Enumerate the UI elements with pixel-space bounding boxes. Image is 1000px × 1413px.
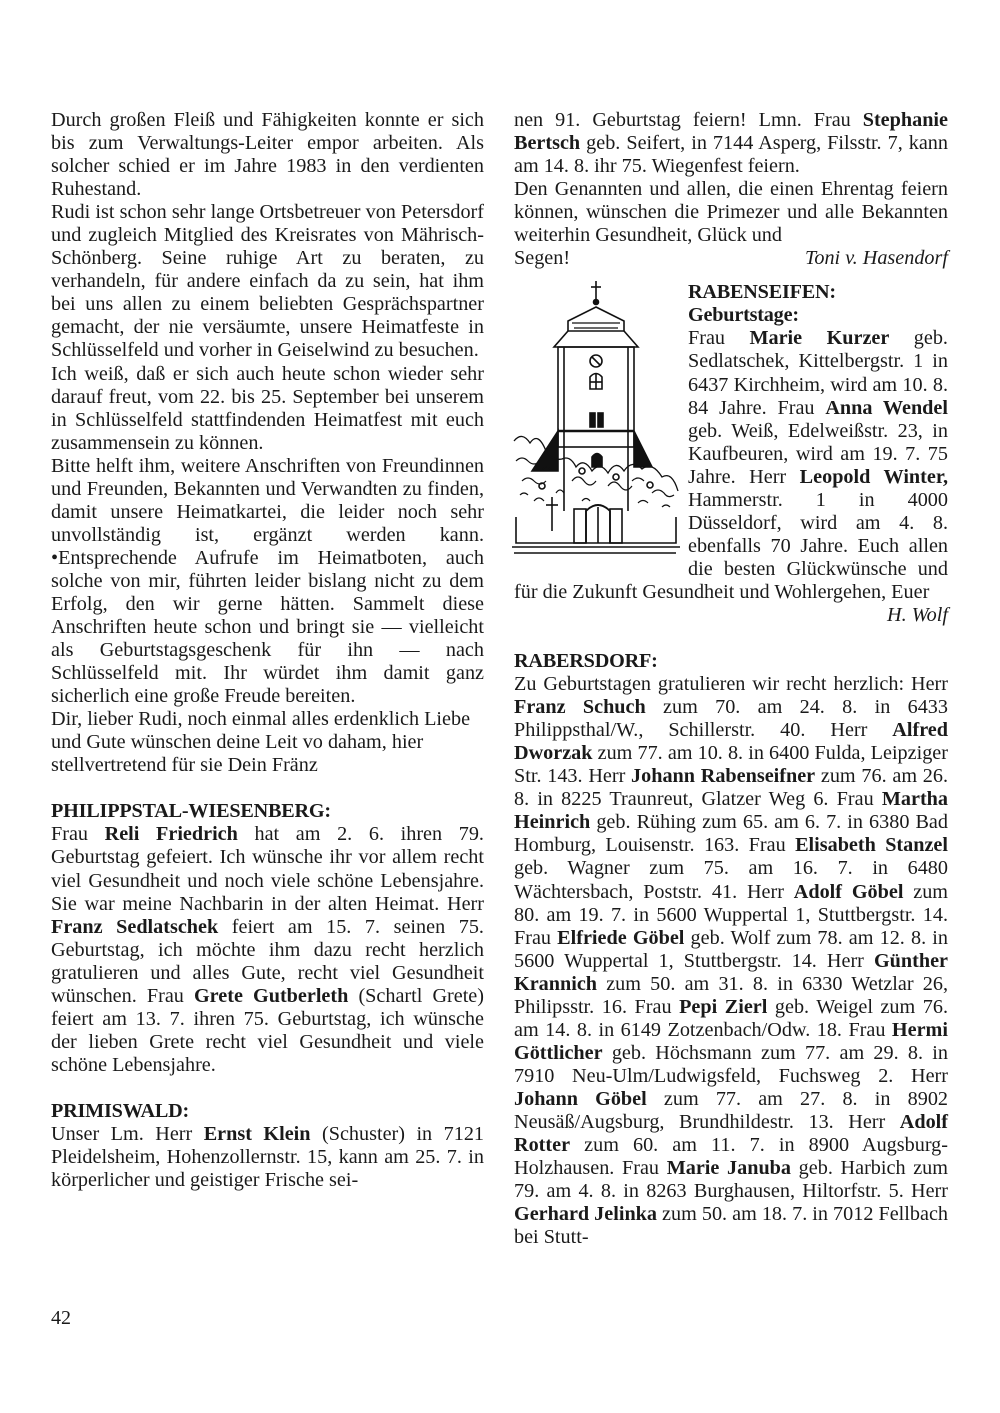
- paragraph: Frau Reli Friedrich hat am 2. 6. ihren 79. Geburtstag gefeiert. Ich wünsche ihr vor allem recht viel Gesundheit und noch viele schöne Lebensjahre. Sie war meine Nachbarin in der alten Heimat. Herr Franz Sedlatschek feiert am 15. 7. seinen 75. Geburtstag, ich möchte ihm dazu recht herzlich gratulieren und alles Gute, recht viel Gesundheit wünschen. Frau Grete Gutberleth (Schartl Grete) feiert am 13. 7. ihren 75. Geburtstag, ich wünsche der lieben Grete recht viel Gesundheit und viele schöne Lebensjahre.: [51, 823, 484, 1076]
- list-item: Herr Johann Rabenseifner zum 76. am 26. 8. in 8225 Traunreut, Glatzer Weg 6.: [514, 765, 948, 811]
- person-name: Gerhard Jelinka: [514, 1203, 657, 1226]
- section-primiswald-continued: [514, 109, 948, 270]
- person-name: Franz Sedlatschek: [51, 915, 219, 938]
- list-item: Herr Alfred Dworzak zum 77. am 10. 8. in 6400 Fulda, Leipziger Str. 143.: [514, 719, 948, 788]
- person-name: Hermi Göttlicher: [514, 1018, 948, 1064]
- person-name: Elisabeth Stanzel: [795, 834, 949, 857]
- section-philippstal-wiesenberg: [51, 800, 484, 1077]
- birthday-list: Zu Geburtstagen gratulieren wir recht herzlich: Herr Franz Schuch zum 70. am 24. 8. in 6433 Philippsthal/W., Schillerstr. 40. Herr Alfred Dworzak zum 77. am 10. 8. in 6400 Fulda, Leipziger Str. 143. Herr Johann Rabenseifner zum 76. am 26. 8. in 8225 Traunreut, Glatzer Weg 6. Frau Martha Heinrich geb. Rühing zum 65. am 6. 7. in 6380 Bad Homburg, Louisenstr. 163. Frau Elisabeth Stanzel geb. Wagner zum 75. am 16. 7. in 6480 Wächtersbach, Poststr. 41. Herr Adolf Göbel zum 80. am 19. 7. in 5600 Wuppertal 1, Stuttbergstr. 14. Frau Elfriede Göbel geb. Wolf zum 78. am 12. 8. in 5600 Wuppertal 1, Stuttbergstr. 14. Herr Günther Krannich zum 50. am 31. 8. in 6330 Wetzlar 26, Philipsstr. 16. Frau Pepi Zierl geb. Weigel zum 76. am 14. 8. in 6149 Zotzenbach/Odw. 18. Frau Hermi Göttlicher geb. Höchsmann zum 77. am 29. 8. in 7910 Neu-Ulm/Ludwigsfeld, Fuchsweg 2. Herr Johann Göbel zum 77. am 27. 8. in 8902 Neusäß/Augsburg, Brundhildestr. 13. Herr Adolf Rotter zum 60. am 11. 7. in 8900 Augsburg-Holzhausen. Frau Marie Januba geb. Harbich zum 79. am 4. 8. in 8263 Burghausen, Hiltorfstr. 5. Herr Gerhard Jelinka zum 50. am 18. 7. in 7012 Fellbach bei Stutt-: [514, 673, 949, 1249]
- paragraph: Durch großen Fleiß und Fähigkeiten konnte er sich bis zum Verwaltungs-Leiter empor arbeiten. Als solcher schied er im Jahre 1983 in den verdienten Ruhestand.: [51, 109, 484, 201]
- list-item: Frau Pepi Zierl geb. Weigel zum 76. am 14. 8. in 6149 Zotzenbach/Odw. 18.: [514, 995, 948, 1041]
- church-icon: [512, 281, 680, 557]
- person-name: Adolf Rotter: [514, 1110, 948, 1157]
- person-name: Marie Kurzer: [749, 327, 890, 350]
- left-column: [51, 109, 484, 1192]
- church-illustration: [512, 281, 680, 557]
- right-column: [514, 109, 948, 1249]
- list-item: Herr Franz Schuch zum 70. am 24. 8. in 6433 Philippsthal/W., Schillerstr. 40.: [514, 673, 948, 742]
- list-item: Herr Adolf Göbel zum 80. am 19. 7. in 5600 Wuppertal 1, Stuttbergstr. 14.: [514, 880, 949, 926]
- signature: Toni v. Hasendorf: [804, 247, 948, 270]
- section-heading: PHILIPPSTAL-WIESENBERG:: [51, 800, 331, 823]
- paragraph: Den Genannten und allen, die einen Ehrentag feiern können, wünschen die Primezer und alle Bekannten weiterhin Gesundheit, Glück und: [514, 178, 948, 247]
- list-item: Herr Johann Göbel zum 77. am 27. 8. in 8902 Neusäß/Augsburg, Brundhildestr. 13.: [514, 1064, 949, 1133]
- person-name: Grete Gutberleth: [193, 984, 349, 1007]
- paragraph: nen 91. Geburtstag feiern! Lmn. Frau Stephanie Bertsch geb. Seifert, in 7144 Asperg, Filsstr. 7, kann am 14. 8. ihr 75. Wiegenfest feiern.: [514, 109, 948, 178]
- paragraph: Frau Marie Kurzer geb. Sedlatschek, Kittelbergstr. 1 in 6437 Kirchheim, wird am 10. 8. 84 Jahre. Frau Anna Wendel geb. Weiß, Edelweißstr. 23, in Kaufbeuren, wird am 19. 7. 75 Jahre. Herr Leopold Winter, Hammerstr. 1 in 4000 Düsseldorf, wird am 4. 8. ebenfalls 70 Jahre. Euch allen die besten Glückwünsche und für die Zukunft Gesundheit und Wohlergehen, Euer H. Wolf: [514, 327, 948, 626]
- section-primiswald: [51, 1100, 484, 1192]
- list-item: Frau Martha Heinrich geb. Rühing zum 65. am 6. 7. in 6380 Bad Homburg, Louisenstr. 163.: [514, 788, 948, 857]
- signature: H. Wolf: [887, 603, 948, 626]
- person-name: Reli Friedrich: [104, 823, 238, 846]
- person-name: Franz Schuch: [514, 696, 646, 719]
- page-number: 42: [51, 1307, 71, 1329]
- paragraph: Bitte helft ihm, weitere Anschriften von Freundinnen und Freunden, Bekannten und Verwandten zu finden, damit unsere Heimatkartei, die leider noch sehr unvollständig ist, ergänzt werden kann. •Entsprechende Aufrufe im Heimatboten, auch solche von mir, führten leider bislang nicht zu dem Erfolg, den wir gerne hätten. Sammelt diese Anschriften heute schon und bringt sie — vielleicht als Geburtstagsgeschenk für ihn — nach Schlüsselfeld mit. Ihr würdet ihm damit ganz sicherlich eine große Freude bereiten.: [51, 454, 484, 708]
- list-item: Frau Hermi Göttlicher geb. Höchsmann zum 77. am 29. 8. in 7910 Neu-Ulm/Ludwigsfeld, Fuchsweg 2.: [514, 1018, 948, 1087]
- person-name: Johann Göbel: [514, 1087, 647, 1110]
- signature-line: Segen! Toni v. Hasendorf: [514, 247, 948, 270]
- section-rabersdorf: [514, 650, 948, 1249]
- section-heading: PRIMISWALD:: [51, 1099, 189, 1122]
- person-name: Günther Krannich: [514, 949, 949, 995]
- person-name: Stephanie Bertsch: [514, 109, 948, 155]
- person-name: Anna Wendel: [825, 396, 948, 419]
- paragraph: Ich weiß, daß er sich auch heute schon wieder sehr darauf freut, vom 22. bis 25. September bei unserem in Schlüsselfeld stattfindenden Heimatfest mit euch zusammensein zu können.: [51, 362, 484, 454]
- person-name: Adolf Göbel: [793, 880, 904, 903]
- section-subheading: Geburtstage:: [688, 304, 799, 327]
- person-name: Ernst Klein: [203, 1122, 311, 1145]
- paragraph: Rudi ist schon sehr lange Ortsbetreuer von Petersdorf und zugleich Mitglied des Kreisrates von Mährisch-Schönberg. Seine ruhige Art zu beraten, zu verhandeln, für andere einfach da zu sein, hat ihm bei uns allen zu einem beliebten Gesprächspartner gemacht, der nie versäumte, unsere Heimatfeste in Schlüsselfeld und vorher in Geiselwind zu besuchen.: [51, 201, 484, 362]
- list-item: Frau Elisabeth Stanzel geb. Wagner zum 75. am 16. 7. in 6480 Wächtersbach, Poststr. 41.: [514, 834, 949, 903]
- person-name: Alfred Dworzak: [514, 719, 948, 765]
- section-rabenseifen: [514, 281, 948, 626]
- paragraph: Dir, lieber Rudi, noch einmal alles erdenklich Liebe und Gute wünschen deine Leit vo daham, hier stellvertretend für sie Dein Fränz: [51, 708, 471, 777]
- person-name: Leopold Winter,: [799, 465, 948, 488]
- section-heading: RABERSDORF:: [514, 650, 658, 673]
- person-name: Marie Januba: [666, 1157, 791, 1180]
- list-item: Herr Günther Krannich zum 50. am 31. 8. in 6330 Wetzlar 26, Philipsstr. 16.: [514, 949, 949, 1018]
- section-heading: RABENSEIFEN:: [688, 281, 836, 304]
- person-name: Elfriede Göbel: [557, 926, 685, 949]
- person-name: Johann Rabenseifner: [631, 765, 816, 788]
- paragraph: Unser Lm. Herr Ernst Klein (Schuster) in 7121 Pleidelsheim, Hohenzollernstr. 15, kann am 25. 7. in körperlicher und geistiger Frische sei-: [51, 1122, 485, 1192]
- list-item: Herr Gerhard Jelinka zum 50. am 18. 7. in 7012 Fellbach bei Stutt-: [514, 1180, 948, 1249]
- list-item: Frau Marie Januba geb. Harbich zum 79. am 4. 8. in 8263 Burghausen, Hiltorfstr. 5.: [514, 1157, 948, 1203]
- list-item: Frau Elfriede Göbel geb. Wolf zum 78. am 12. 8. in 5600 Wuppertal 1, Stuttbergstr. 14.: [514, 926, 948, 972]
- person-name: Pepi Zierl: [679, 995, 768, 1018]
- list-item: Herr Adolf Rotter zum 60. am 11. 7. in 8900 Augsburg-Holzhausen.: [514, 1110, 948, 1180]
- person-name: Martha Heinrich: [514, 788, 948, 834]
